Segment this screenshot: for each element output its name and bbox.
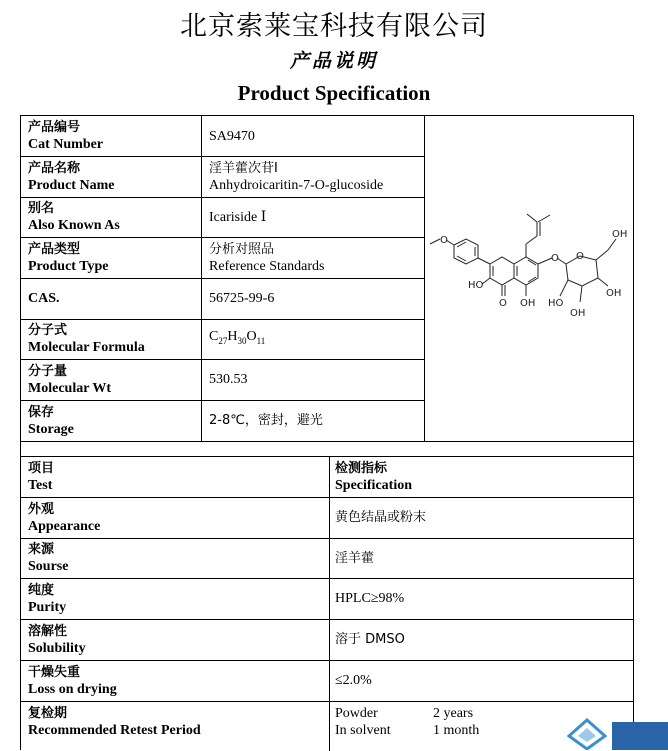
svg-text:OH: OH bbox=[570, 308, 586, 319]
alias-value: Icariside Ⅰ bbox=[209, 209, 267, 225]
appearance-value: 黄色结晶或粉末 bbox=[335, 510, 427, 525]
retest-period-value bbox=[335, 701, 479, 742]
solubility-label: 溶解性 Solubility bbox=[28, 623, 86, 656]
molecule-structure bbox=[424, 206, 634, 334]
retest-period-label: 复检期 Recommended Retest Period bbox=[28, 705, 201, 738]
storage-value: 2-8℃，密封，避光 bbox=[209, 413, 323, 428]
spec-col-specification-header: 检测指标 Specification bbox=[335, 460, 412, 493]
cat-number-label: 产品编号 Cat Number bbox=[28, 120, 104, 152]
svg-text:O: O bbox=[576, 251, 584, 262]
mol-weight-label: 分子量 Molecular Wt bbox=[28, 363, 112, 396]
product-type-label: 产品类型 Product Type bbox=[28, 241, 109, 274]
product-name-label: 产品名称 Product Name bbox=[28, 160, 115, 193]
svg-text:OH: OH bbox=[520, 298, 536, 309]
purity-label: 纯度 Purity bbox=[28, 582, 67, 615]
svg-text:O: O bbox=[551, 253, 559, 264]
loss-on-drying-label: 干燥失重 Loss on drying bbox=[28, 664, 117, 697]
source-label: 来源 Sourse bbox=[28, 542, 69, 574]
solubility-value: 溶于 DMSO bbox=[335, 632, 405, 647]
company-name: 北京索莱宝科技有限公司 bbox=[180, 11, 488, 42]
spec-col-test-header: 项目 Test bbox=[28, 460, 55, 493]
alias-label: 别名 Also Known As bbox=[28, 201, 120, 233]
purity-value: HPLC≥98% bbox=[335, 591, 405, 606]
corner-badge bbox=[612, 722, 668, 750]
formula-label: 分子式 Molecular Formula bbox=[28, 323, 145, 355]
svg-text:OH: OH bbox=[612, 229, 628, 240]
diamond-logo-icon bbox=[567, 718, 607, 750]
mol-weight-value: 530.53 bbox=[209, 372, 248, 387]
retest-row-solvent: In solvent 1 month bbox=[335, 722, 480, 738]
document-title: Product Specification bbox=[237, 81, 431, 105]
svg-text:HO: HO bbox=[548, 298, 564, 309]
svg-text:O: O bbox=[440, 235, 448, 246]
svg-text:O: O bbox=[499, 298, 507, 309]
source-value: 淫羊藿 bbox=[335, 550, 375, 566]
storage-label: 保存 Storage bbox=[28, 404, 74, 437]
cas-label: CAS. bbox=[28, 291, 60, 306]
document-subtitle: 产品说明 bbox=[289, 50, 378, 72]
svg-text:OH: OH bbox=[606, 288, 622, 299]
svg-text:HO: HO bbox=[468, 280, 484, 291]
formula-value: $C_{27}H_{30}O_{11}$ bbox=[209, 329, 266, 346]
loss-on-drying-value: ≤2.0% bbox=[335, 673, 372, 688]
product-type-value: 分析对照品 Reference Standards bbox=[209, 241, 325, 274]
cat-number-value: SA9470 bbox=[209, 128, 255, 144]
product-name-value: 淫羊藿次苷Ⅰ Anhydroicaritin-7-O-glucoside bbox=[209, 160, 384, 193]
appearance-label: 外观 Appearance bbox=[28, 501, 101, 534]
retest-row-powder: Powder 2 years bbox=[335, 705, 474, 721]
cas-value: 56725-99-6 bbox=[209, 291, 275, 306]
